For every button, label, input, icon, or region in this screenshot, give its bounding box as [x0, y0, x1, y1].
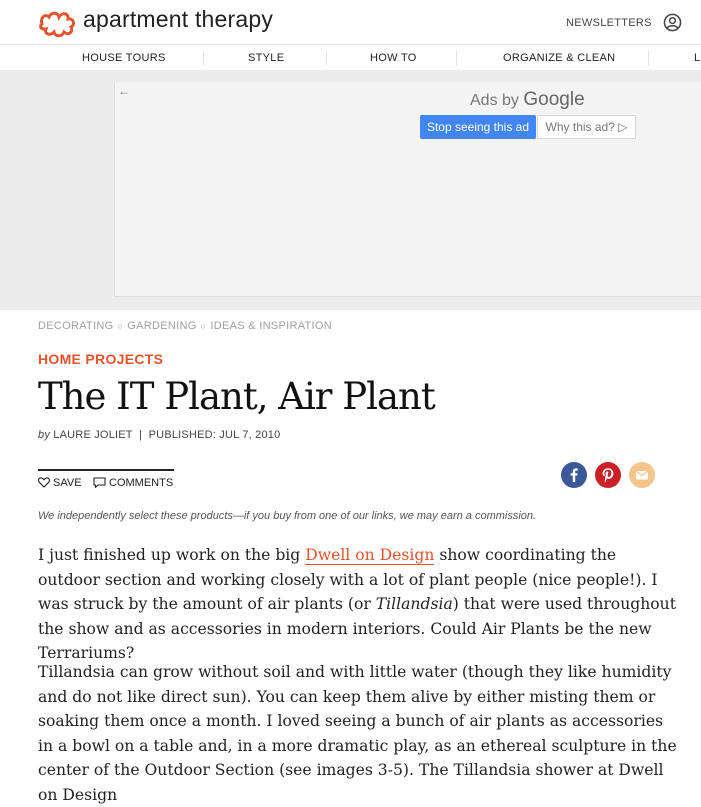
nav-style[interactable]: STYLE	[248, 52, 285, 64]
main-nav	[0, 44, 701, 71]
stop-seeing-ad-button[interactable]: Stop seeing this ad	[420, 115, 536, 139]
section-label[interactable]: HOME PROJECTS	[38, 351, 164, 367]
ads-by-google-label	[470, 89, 585, 111]
ads-by-prefix: Ads by	[470, 92, 519, 109]
dwell-on-design-link[interactable]: Dwell on Design	[305, 546, 435, 564]
site-logo-text[interactable]: apartment therapy	[83, 6, 274, 32]
affiliate-disclaimer: We independently select these products—if you buy from one of our links, we may earn a commission.	[38, 510, 537, 522]
p1-text-before: I just finished up work on the big	[38, 546, 306, 564]
published-date: PUBLISHED: JUL 7, 2010	[148, 429, 281, 441]
breadcrumb-gardening[interactable]: GARDENING	[127, 320, 197, 332]
comments-button[interactable]	[93, 477, 173, 489]
user-circle-icon[interactable]	[663, 13, 682, 32]
why-this-ad-button[interactable]: Why this ad? ▷	[537, 115, 636, 139]
author-link[interactable]: LAURE JOLIET	[53, 429, 133, 441]
breadcrumb-separator-icon: ○	[200, 321, 207, 331]
nav-more-item[interactable]: L	[694, 52, 701, 64]
comments-label: COMMENTS	[109, 477, 174, 489]
pinterest-share-button[interactable]	[595, 462, 621, 488]
apartment-therapy-logo-icon[interactable]	[38, 8, 78, 38]
byline-by: by	[38, 429, 51, 441]
facebook-share-button[interactable]	[561, 462, 587, 488]
breadcrumb-separator-icon: ○	[117, 321, 124, 331]
nav-divider	[203, 51, 204, 65]
nav-divider	[326, 51, 327, 65]
article-title: The IT Plant, Air Plant	[38, 375, 435, 418]
facebook-icon	[561, 462, 587, 488]
nav-organize-clean[interactable]: ORGANIZE & CLEAN	[503, 52, 616, 64]
byline-divider: |	[135, 429, 146, 441]
ad-frame	[114, 82, 701, 297]
ad-container	[0, 70, 701, 310]
nav-how-to[interactable]: HOW TO	[370, 52, 417, 64]
back-arrow-icon[interactable]: ←	[118, 84, 130, 98]
article-paragraph-2: Tillandsia can grow without soil and with little water (though they like humidity and do not like direct sun). You can keep them alive by either misting them or soaking them once a month. I loved seeing a bunch of air plants as accessories in a bowl on a table and, in a more dramatic play, as an ethereal sculpture in the center of the Outdoor Section (see images 3-5). The Tillandsia shower at Dwell on Design	[38, 663, 677, 804]
heart-icon	[38, 477, 50, 488]
newsletters-link[interactable]: NEWSLETTERS	[566, 17, 652, 29]
breadcrumb	[38, 320, 332, 332]
save-button[interactable]	[38, 477, 82, 489]
byline	[38, 429, 280, 441]
p1-text-after: ) that were used throughout the show and as accessories in modern interiors. Could Air Plants be the new Terrariums?	[38, 595, 676, 662]
pinterest-icon	[595, 462, 621, 488]
email-share-button[interactable]	[629, 462, 655, 488]
p1-text-emphasis: Tillandsia	[375, 595, 453, 613]
nav-house-tours[interactable]: HOUSE TOURS	[82, 52, 166, 64]
breadcrumb-decorating[interactable]: DECORATING	[38, 320, 114, 332]
breadcrumb-ideas-inspiration[interactable]: IDEAS & INSPIRATION	[210, 320, 332, 332]
nav-divider	[648, 51, 649, 65]
envelope-icon	[629, 462, 655, 488]
save-label: SAVE	[53, 477, 82, 489]
article-paragraph-1	[38, 543, 678, 666]
actions-divider	[38, 469, 174, 471]
comment-bubble-icon	[93, 477, 106, 488]
nav-divider	[456, 51, 457, 65]
p1-text-mid: show coordinating the outdoor section and working closely with a lot of plant people (nice people!). I was struck by the amount of air plants (or	[38, 546, 658, 613]
site-header	[0, 0, 701, 44]
google-wordmark: Google	[523, 89, 585, 110]
